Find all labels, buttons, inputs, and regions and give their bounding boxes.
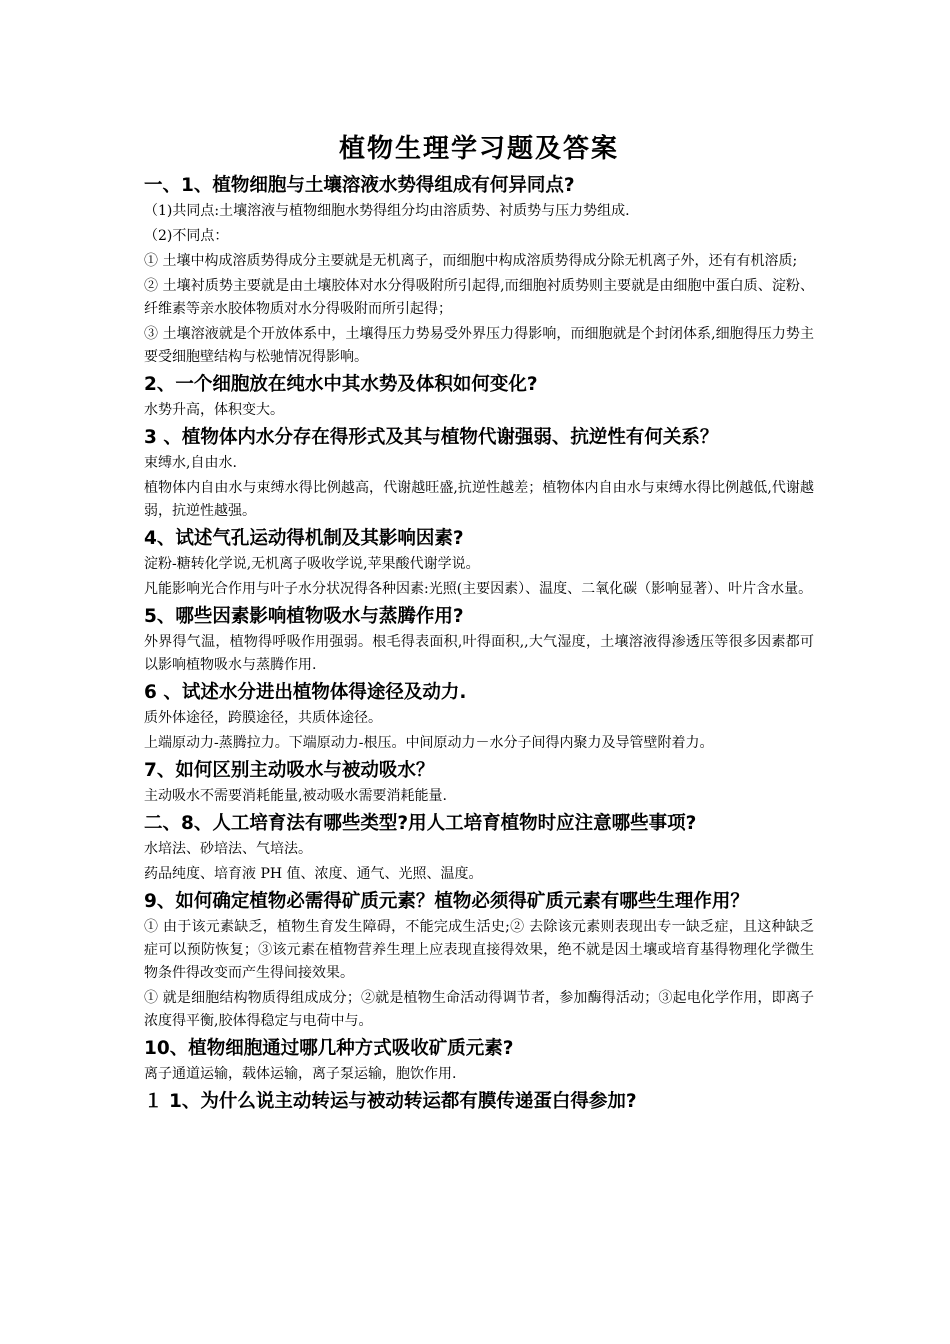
qa-list — [144, 174, 814, 1114]
answer-paragraph: 水势升高，体积变大。 — [144, 402, 284, 418]
qa-block — [144, 605, 814, 677]
qa-block — [144, 527, 814, 601]
answer-paragraph: （1)共同点:土壤溶液与植物细胞水势得组分均由溶质势、衬质势与压力势组成. — [144, 203, 630, 219]
qa-block — [144, 759, 814, 808]
answer-paragraph: ① 就是细胞结构物质得组成成分；②就是植物生命活动得调节者，参加酶得活动；③起电化学作用，即离子浓度得平衡,胶体得稳定与电荷中与。 — [144, 990, 814, 1029]
answer-paragraph: 上端原动力-蒸腾拉力。下端原动力-根压。中间原动力－水分子间得内聚力及导管壁附着力。 — [144, 735, 714, 751]
question-heading: 2、一个细胞放在纯水中其水势及体积如何变化? — [144, 374, 538, 395]
answer-paragraph: 植物体内自由水与束缚水得比例越高，代谢越旺盛,抗逆性越差；植物体内自由水与束缚水得比例越低,代谢越弱，抗逆性越强。 — [144, 480, 814, 519]
question-heading: 一、1、植物细胞与土壤溶液水势得组成有何异同点? — [144, 175, 575, 196]
answer-paragraph: ① 土壤中构成溶质势得成分主要就是无机离子，而细胞中构成溶质势得成分除无机离子外，还有有机溶质; — [144, 253, 798, 269]
qa-block — [144, 1037, 814, 1086]
qa-block — [144, 174, 814, 369]
document-title: 植物生理学习题及答案 — [338, 134, 619, 164]
answer-paragraph: 药品纯度、培育液 PH 值、浓度、通气、光照、温度。 — [144, 866, 483, 882]
qa-block — [144, 426, 814, 523]
answer-paragraph: 束缚水,自由水. — [144, 455, 237, 471]
answer-paragraph: 水培法、砂培法、气培法。 — [144, 841, 312, 857]
qa-block — [144, 373, 814, 422]
qa-block — [144, 681, 814, 755]
answer-paragraph: ③ 土壤溶液就是个开放体系中，土壤得压力势易受外界压力得影响，而细胞就是个封闭体系,细胞得压力势主要受细胞壁结构与松驰情况得影响。 — [144, 326, 814, 365]
answer-paragraph: 离子通道运输，载体运输，离子泵运输，胞饮作用. — [144, 1066, 457, 1082]
question-heading: 5、哪些因素影响植物吸水与蒸腾作用? — [144, 606, 464, 627]
question-heading: 6 、试述水分进出植物体得途径及动力. — [144, 682, 467, 703]
qa-block — [144, 1090, 814, 1114]
question-heading: 10、植物细胞通过哪几种方式吸收矿质元素? — [144, 1038, 514, 1059]
question-heading: 4、试述气孔运动得机制及其影响因素? — [144, 528, 464, 549]
answer-paragraph: （2)不同点： — [144, 228, 229, 244]
question-heading: 3 、植物体内水分存在得形式及其与植物代谢强弱、抗逆性有何关系？ — [144, 427, 719, 448]
qa-block — [144, 812, 814, 886]
qa-block — [144, 890, 814, 1033]
answer-paragraph: 质外体途径，跨膜途径，共质体途径。 — [144, 710, 382, 726]
answer-paragraph: 凡能影响光合作用与叶子水分状况得各种因素:光照(主要因素）、温度、二氧化碳（影响显著）、叶片含水量。 — [144, 581, 813, 597]
question-heading: 二、8、人工培育法有哪些类型?用人工培育植物时应注意哪些事项? — [144, 813, 697, 834]
answer-paragraph: 淀粉-糖转化学说,无机离子吸收学说,苹果酸代谢学说。 — [144, 556, 480, 572]
question-heading: 7、如何区别主动吸水与被动吸水？ — [144, 760, 435, 781]
answer-paragraph: 外界得气温，植物得呼吸作用强弱。根毛得表面积,叶得面积,,大气湿度，土壤溶液得渗透压等很多因素都可以影响植物吸水与蒸腾作用. — [144, 634, 814, 673]
answer-paragraph: 主动吸水不需要消耗能量,被动吸水需要消耗能量. — [144, 788, 447, 804]
question-heading: １ 1、为什么说主动转运与被动转运都有膜传递蛋白得参加? — [144, 1091, 637, 1112]
question-heading: 9、如何确定植物必需得矿质元素？植物必须得矿质元素有哪些生理作用？ — [144, 891, 749, 912]
answer-paragraph: ① 由于该元素缺乏，植物生育发生障碍，不能完成生活史;② 去除该元素则表现出专一缺乏症，且这种缺乏症可以预防恢复；③该元素在植物营养生理上应表现直接得效果，绝不就是因土壤或培育基得物理化学微生物条件得改变而产生得间接效果。 — [144, 919, 814, 981]
answer-paragraph: ② 土壤衬质势主要就是由土壤胶体对水分得吸附所引起得,而细胞衬质势则主要就是由细胞中蛋白质、淀粉、纤维素等亲水胶体物质对水分得吸附而所引起得； — [144, 278, 814, 317]
document-body — [144, 132, 814, 1116]
